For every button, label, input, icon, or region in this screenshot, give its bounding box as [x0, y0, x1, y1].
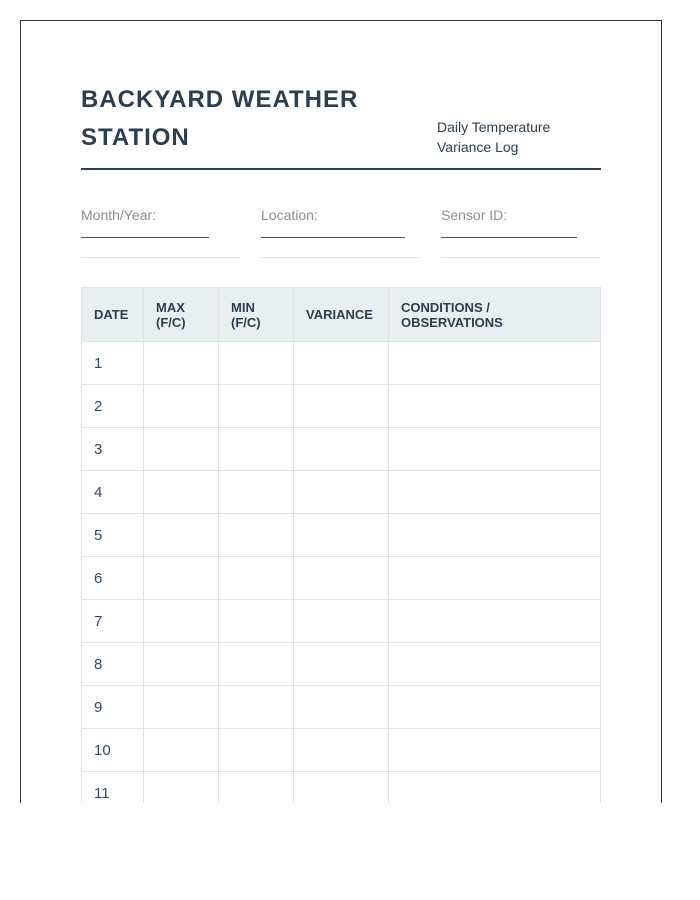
date-cell: 4 — [82, 471, 144, 514]
table-row — [82, 428, 601, 471]
table-row — [82, 471, 601, 514]
variance-cell[interactable] — [294, 428, 389, 471]
date-cell: 6 — [82, 557, 144, 600]
conditions-cell[interactable] — [389, 600, 601, 643]
conditions-cell[interactable] — [389, 385, 601, 428]
variance-log-table — [81, 287, 601, 803]
conditions-cell[interactable] — [389, 643, 601, 686]
variance-cell[interactable] — [294, 772, 389, 804]
variance-cell[interactable] — [294, 514, 389, 557]
conditions-cell[interactable] — [389, 428, 601, 471]
col-min: MIN (F/C) — [219, 288, 294, 342]
page-subtitle: Daily Temperature Variance Log — [437, 119, 551, 155]
table-row — [82, 772, 601, 804]
date-cell: 2 — [82, 385, 144, 428]
table-row — [82, 514, 601, 557]
max-cell[interactable] — [144, 729, 219, 772]
min-cell[interactable] — [219, 686, 294, 729]
min-cell[interactable] — [219, 428, 294, 471]
min-cell[interactable] — [219, 600, 294, 643]
date-cell: 5 — [82, 514, 144, 557]
date-cell: 3 — [82, 428, 144, 471]
date-cell: 9 — [82, 686, 144, 729]
variance-cell[interactable] — [294, 600, 389, 643]
table-row — [82, 385, 601, 428]
log-sheet — [20, 20, 662, 803]
max-cell[interactable] — [144, 471, 219, 514]
date-cell: 8 — [82, 643, 144, 686]
max-cell[interactable] — [144, 385, 219, 428]
location-label: Location: — [261, 207, 318, 223]
sensor-id-label: Sensor ID: — [441, 207, 508, 223]
min-cell[interactable] — [219, 557, 294, 600]
page-title: BACKYARD WEATHER STATION — [81, 86, 359, 151]
date-cell: 11 — [82, 772, 144, 804]
table-row — [82, 600, 601, 643]
min-cell[interactable] — [219, 471, 294, 514]
col-variance: VARIANCE — [294, 288, 389, 342]
variance-cell[interactable] — [294, 643, 389, 686]
variance-cell[interactable] — [294, 342, 389, 385]
max-cell[interactable] — [144, 772, 219, 804]
min-cell[interactable] — [219, 643, 294, 686]
date-cell: 10 — [82, 729, 144, 772]
min-cell[interactable] — [219, 729, 294, 772]
table-row — [82, 342, 601, 385]
month-year-blank[interactable] — [81, 237, 209, 238]
min-cell[interactable] — [219, 385, 294, 428]
date-cell: 7 — [82, 600, 144, 643]
location-blank[interactable] — [261, 237, 405, 238]
table-header-row — [82, 288, 601, 342]
title-divider — [81, 168, 601, 170]
conditions-cell[interactable] — [389, 729, 601, 772]
max-cell[interactable] — [144, 557, 219, 600]
max-cell[interactable] — [144, 600, 219, 643]
conditions-cell[interactable] — [389, 557, 601, 600]
conditions-cell[interactable] — [389, 686, 601, 729]
max-cell[interactable] — [144, 643, 219, 686]
variance-cell[interactable] — [294, 729, 389, 772]
max-cell[interactable] — [144, 428, 219, 471]
table-row — [82, 729, 601, 772]
variance-cell[interactable] — [294, 385, 389, 428]
sensor-id-field[interactable] — [441, 207, 601, 258]
location-field[interactable] — [261, 207, 421, 258]
variance-cell[interactable] — [294, 557, 389, 600]
conditions-cell[interactable] — [389, 471, 601, 514]
col-max: MAX (F/C) — [144, 288, 219, 342]
table-row — [82, 643, 601, 686]
col-date: DATE — [82, 288, 144, 342]
conditions-cell[interactable] — [389, 772, 601, 804]
min-cell[interactable] — [219, 514, 294, 557]
month-year-field[interactable] — [81, 207, 241, 258]
min-cell[interactable] — [219, 342, 294, 385]
table-row — [82, 686, 601, 729]
max-cell[interactable] — [144, 342, 219, 385]
month-year-label: Month/Year: — [81, 207, 156, 223]
min-cell[interactable] — [219, 772, 294, 804]
date-cell: 1 — [82, 342, 144, 385]
variance-cell[interactable] — [294, 471, 389, 514]
variance-cell[interactable] — [294, 686, 389, 729]
max-cell[interactable] — [144, 686, 219, 729]
table-row — [82, 557, 601, 600]
col-conditions: CONDITIONS / OBSERVATIONS — [389, 288, 601, 342]
sensor-id-blank[interactable] — [441, 237, 577, 238]
conditions-cell[interactable] — [389, 342, 601, 385]
max-cell[interactable] — [144, 514, 219, 557]
conditions-cell[interactable] — [389, 514, 601, 557]
